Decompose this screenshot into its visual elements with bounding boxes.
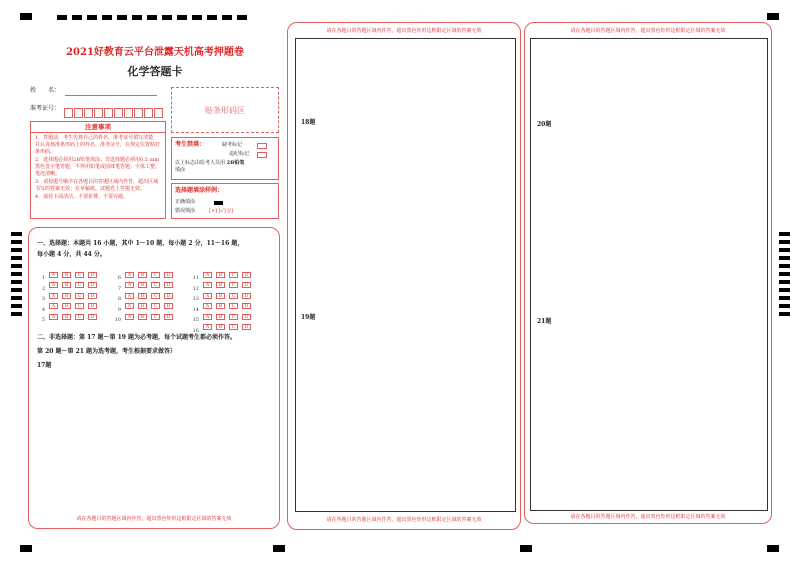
option-c[interactable]: C (151, 272, 160, 278)
option-c[interactable]: C (229, 293, 238, 299)
option-b[interactable]: B (138, 303, 147, 309)
choice-row: 5 A B C D (35, 306, 101, 317)
notice-title: 注意事项 (31, 122, 165, 133)
warning-col2-bottom: 请在各题目的答题区域内作答，超出黑色矩形边框限定区域的答案无效 (326, 517, 482, 523)
q18-label: 18题 (301, 119, 316, 126)
section1-heading2: 每小题 4 分，共 44 分。 (37, 251, 106, 258)
wrong-label: 错误填涂 (175, 208, 196, 214)
option-c[interactable]: C (75, 282, 84, 288)
option-b[interactable]: B (62, 293, 71, 299)
option-b[interactable]: B (216, 314, 225, 320)
option-b[interactable]: B (216, 324, 225, 330)
option-d[interactable]: D (242, 282, 251, 288)
barcode-label: 贴条形码区 (205, 106, 245, 115)
option-c[interactable]: C (151, 282, 160, 288)
choice-row: 1 A B C D (35, 264, 101, 275)
option-b[interactable]: B (216, 303, 225, 309)
choice-row: 10 A B C D (111, 306, 177, 317)
option-a[interactable]: A (125, 303, 134, 309)
answer-area-col1 (28, 227, 280, 529)
option-b[interactable]: B (216, 293, 225, 299)
answer-frame-col2[interactable] (295, 38, 516, 512)
option-a[interactable]: A (125, 272, 134, 278)
option-a[interactable]: A (125, 314, 134, 320)
timing-mark-bottom-mid1 (273, 545, 285, 552)
warning-col3-top: 请在各题目的答题区域内作答，超出黑色矩形边框限定区域的答案无效 (570, 28, 726, 34)
notice-box (30, 121, 166, 219)
section2-heading: 二、非选择题：第 17 题～第 19 题为必考题，每个试题考生都必须作答。 (37, 334, 237, 341)
card-title: 化学答题卡 (127, 65, 183, 78)
q17-answer-area[interactable] (37, 373, 273, 513)
timing-strip-top (57, 15, 247, 20)
answer-frame-col3[interactable] (530, 38, 768, 511)
choice-row: 3 A B C D (35, 285, 101, 296)
option-b[interactable]: B (62, 282, 71, 288)
option-b[interactable]: B (138, 282, 147, 288)
correct-mark (214, 201, 223, 205)
choice-row: 4 A B C D (35, 296, 101, 307)
section2-heading2: 第 20 题～第 21 题为选考题，考生根据要求做答） (37, 348, 177, 355)
option-d[interactable]: D (88, 282, 97, 288)
option-c[interactable]: C (151, 303, 160, 309)
option-c[interactable]: C (229, 303, 238, 309)
option-d[interactable]: D (164, 303, 173, 309)
sample-box (171, 183, 279, 219)
choice-row: 7 A B C D (111, 275, 177, 286)
q19-label: 19题 (301, 314, 316, 321)
answer-area-col2 (287, 22, 521, 530)
choice-row: 6 A B C D (111, 264, 177, 275)
warning-col3-bottom: 请在各题目的答题区域内作答，超出黑色矩形边框限定区域的答案无效 (570, 514, 726, 520)
choice-row: 11 A B C D (189, 264, 255, 275)
forbidden-note: 以上标志由监考人员用 (175, 160, 226, 166)
option-a[interactable]: A (203, 314, 212, 320)
warning-col2-top: 请在各题目的答题区域内作答，超出黑色矩形边框限定区域的答案无效 (326, 28, 482, 34)
option-c[interactable]: C (229, 282, 238, 288)
option-c[interactable]: C (229, 272, 238, 278)
option-b[interactable]: B (216, 282, 225, 288)
option-b[interactable]: B (62, 314, 71, 320)
option-d[interactable]: D (164, 272, 173, 278)
option-a[interactable]: A (49, 293, 58, 299)
timing-mark-top-right (767, 13, 779, 20)
option-b[interactable]: B (138, 314, 147, 320)
forbidden-title: 考生禁填： (175, 141, 206, 148)
forbidden-note-end: 填涂 (175, 167, 186, 173)
violation-label: 违纪标记 (229, 151, 250, 157)
option-c[interactable]: C (229, 314, 238, 320)
option-d[interactable]: D (242, 314, 251, 320)
name-label: 姓 名： (30, 87, 61, 94)
choice-row: 15 A B C D (189, 306, 255, 317)
ticket-number-cells[interactable] (64, 103, 164, 122)
option-c[interactable]: C (75, 303, 84, 309)
option-d[interactable]: D (242, 303, 251, 309)
ticket-label: 准考证号： (30, 105, 61, 112)
forbidden-note-bold: 2B铅笔 (226, 160, 245, 166)
timing-mark-bottom-mid2 (520, 545, 532, 552)
choice-row: 13 A B C D (189, 285, 255, 296)
choice-column-3 (189, 264, 255, 334)
correct-label: 正确填涂 (175, 199, 196, 205)
choice-column-1 (35, 264, 101, 323)
option-c[interactable]: C (151, 293, 160, 299)
timing-strip-right (779, 232, 790, 320)
q17-label: 17题 (37, 362, 52, 369)
option-a[interactable]: A (203, 282, 212, 288)
notice-item-4: 4．保持卡面清洁，不要折叠、不要弄破。 (35, 194, 129, 200)
option-d[interactable]: D (88, 303, 97, 309)
barcode-area (171, 87, 279, 133)
option-d[interactable]: D (242, 324, 251, 330)
option-d[interactable]: D (88, 272, 97, 278)
option-a[interactable]: A (203, 272, 212, 278)
option-a[interactable]: A (49, 314, 58, 320)
name-field[interactable] (65, 95, 157, 96)
option-a[interactable]: A (125, 282, 134, 288)
option-d[interactable]: D (242, 272, 251, 278)
option-a[interactable]: A (203, 293, 212, 299)
option-b[interactable]: B (62, 272, 71, 278)
violation-checkbox[interactable] (257, 152, 267, 158)
choice-column-2 (111, 264, 177, 323)
option-d[interactable]: D (242, 293, 251, 299)
option-b[interactable]: B (138, 293, 147, 299)
notice-item-2: 2．选择题必须用2B铅笔填涂；非选择题必须用0.5 mm黑色签字笔答题，不得用铅笔或圆珠笔答题；字体工整、笔迹清晰。 (35, 157, 161, 177)
option-b[interactable]: B (216, 272, 225, 278)
answer-area-col3 (524, 22, 772, 524)
option-b[interactable]: B (62, 303, 71, 309)
timing-mark-bottom-right (767, 545, 779, 552)
option-d[interactable]: D (164, 314, 173, 320)
timing-strip-left (11, 232, 22, 320)
option-a[interactable]: A (49, 272, 58, 278)
option-c[interactable]: C (75, 314, 84, 320)
warning-col1: 请在各题目的答题区域内作答，超出黑色矩形边框限定区域的答案无效 (76, 516, 232, 522)
q20-label: 20题 (537, 121, 552, 128)
option-a[interactable]: A (203, 324, 212, 330)
absent-label: 缺考标记 (222, 142, 243, 148)
option-a[interactable]: A (49, 303, 58, 309)
timing-mark-top-left (20, 13, 32, 20)
wrong-marks: [×] [√] [/] (209, 208, 233, 214)
choice-row: 2 A B C D (35, 275, 101, 286)
choice-row: 12 A B C D (189, 275, 255, 286)
option-c[interactable]: C (229, 324, 238, 330)
choice-row: 9 A B C D (111, 296, 177, 307)
absent-checkbox[interactable] (257, 143, 267, 149)
option-a[interactable]: A (125, 293, 134, 299)
option-c[interactable]: C (151, 314, 160, 320)
option-d[interactable]: D (164, 282, 173, 288)
q21-label: 21题 (537, 318, 552, 325)
option-a[interactable]: A (203, 303, 212, 309)
section1-heading: 一、选择题：本题共 16 小题，其中 1～10 题，每小题 2 分，11～16 题， (37, 240, 244, 247)
option-d[interactable]: D (164, 293, 173, 299)
option-c[interactable]: C (75, 272, 84, 278)
exam-title: 2021好教育云平台泄露天机高考押题卷 (66, 47, 244, 58)
option-c[interactable]: C (75, 293, 84, 299)
option-b[interactable]: B (138, 272, 147, 278)
option-d[interactable]: D (88, 314, 97, 320)
choice-row: 8 A B C D (111, 285, 177, 296)
option-d[interactable]: D (88, 293, 97, 299)
choice-row: 14 A B C D (189, 296, 255, 307)
sample-title: 选择题填涂样例： (175, 187, 224, 194)
forbidden-box (171, 137, 279, 180)
timing-mark-bottom-left (20, 545, 32, 552)
option-a[interactable]: A (49, 282, 58, 288)
notice-item-3: 3．请按题号顺序在各题目的答题区域内作答，超出区域书写的答案无效；在草稿纸、试题卷上答题无效。 (35, 179, 159, 192)
notice-item-1: 1．答题前，考生先将自己的姓名、准考证号填写清楚，并认真核准条形码上的姓名、准考证号，在规定位置贴好条形码。 (35, 135, 161, 155)
choice-row: 16 A B C D (189, 317, 255, 328)
